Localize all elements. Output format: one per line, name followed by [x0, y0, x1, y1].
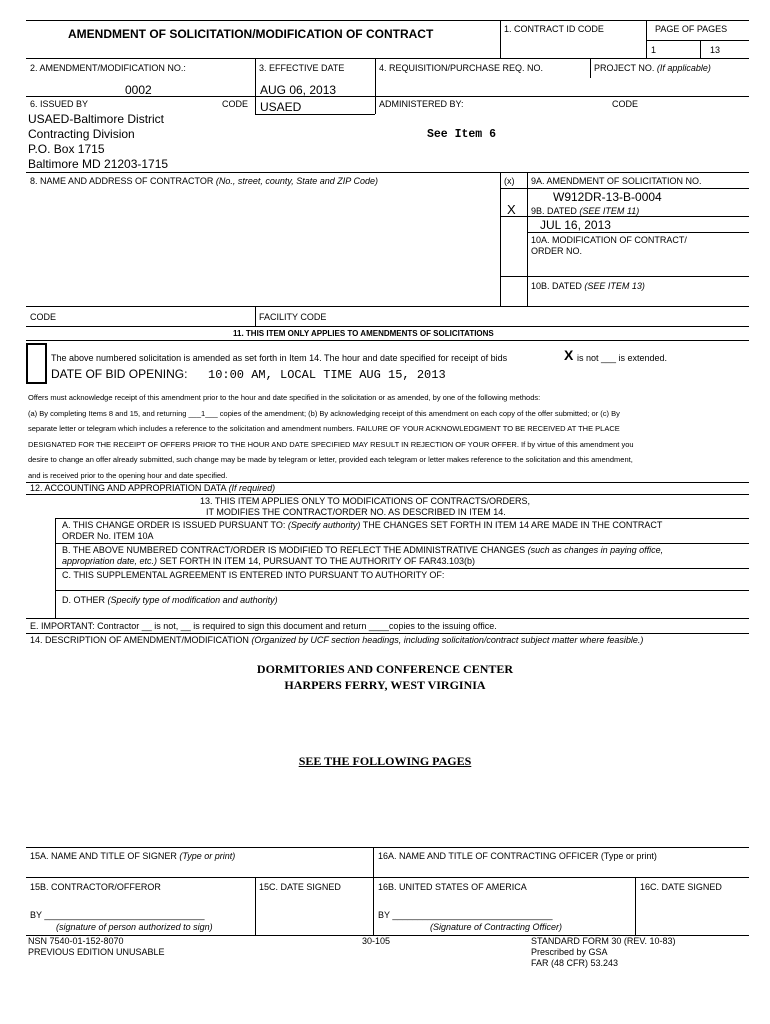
issued-by-code-value[interactable]: USAED	[260, 100, 302, 114]
item-11-heading: 11. THIS ITEM ONLY APPLIES TO AMENDMENTS OF SOLICITATIONS	[233, 329, 494, 338]
item-13a-text	[62, 520, 662, 542]
bid-opening-label: DATE OF BID OPENING:	[51, 367, 188, 381]
item-13b-line-2: appropriation date, etc.) SET FORTH IN ITEM 14, PURSUANT TO THE AUTHORITY OF FAR43.103(b)	[62, 556, 475, 566]
usa-label: 16B. UNITED STATES OF AMERICA	[378, 882, 527, 892]
x-mark-9b[interactable]: X	[507, 202, 516, 217]
bid-opening-value[interactable]: 10:00 AM, LOCAL TIME AUG 15, 2013	[208, 368, 446, 382]
contractor-code-label: CODE	[30, 312, 57, 322]
instruction-line: DESIGNATED FOR THE RECEIPT OF OFFERS PRIOR TO THE HOUR AND DATE SPECIFIED MAY RESULT IN REJECTION OF YOUR OFFER. If by virtue of this amendment you	[28, 439, 634, 449]
issuer-line: P.O. Box 1715	[28, 142, 105, 156]
project-no-label: PROJECT NO. (If applicable)	[594, 63, 711, 73]
page-of-pages-label: PAGE OF PAGES	[655, 24, 728, 34]
project-name-line-1: DORMITORIES AND CONFERENCE CENTER	[256, 662, 514, 676]
item-13-heading-2: IT MODIFIES THE CONTRACT/ORDER NO. AS DESCRIBED IN ITEM 14.	[206, 507, 506, 517]
officer-date-signed-label: 16C. DATE SIGNED	[640, 882, 722, 892]
administered-by-value[interactable]: See Item 6	[427, 128, 497, 141]
requisition-no-label: 4. REQUISITION/PURCHASE REQ. NO.	[379, 63, 544, 73]
amendment-no-value[interactable]: 0002	[125, 83, 152, 97]
item-11-checkbox[interactable]	[26, 343, 47, 384]
instruction-line: and is received prior to the opening hour and date specified.	[28, 470, 228, 480]
far-reference: FAR (48 CFR) 53.243	[531, 958, 619, 968]
standard-form-label: STANDARD FORM 30 (REV. 10-83)	[531, 936, 676, 946]
facility-code-label: FACILITY CODE	[259, 312, 327, 322]
administered-code-label: CODE	[612, 99, 639, 109]
item-11-amended-text: The above numbered solicitation is amended as set forth in Item 14. The hour and date specified for receipt of bids	[51, 353, 508, 363]
effective-date-label: 3. EFFECTIVE DATE	[259, 63, 345, 73]
form-title: AMENDMENT OF SOLICITATION/MODIFICATION OF CONTRACT	[68, 27, 434, 41]
contractor-date-signed-label: 15C. DATE SIGNED	[259, 882, 341, 892]
contracting-officer-name-label: 16A. NAME AND TITLE OF CONTRACTING OFFICER (Type or print)	[378, 851, 657, 861]
issuer-line: Baltimore MD 21203-1715	[28, 157, 169, 171]
item-12-label: 12. ACCOUNTING AND APPROPRIATION DATA (If required)	[30, 483, 276, 493]
issuer-address[interactable]	[28, 112, 168, 172]
contractor-label: 8. NAME AND ADDRESS OF CONTRACTOR (No., street, county, State and ZIP Code)	[30, 176, 378, 186]
instruction-line: Offers must acknowledge receipt of this amendment prior to the hour and date specified in the solicitation or as amended, by one of the following methods:	[28, 393, 541, 402]
item-13b-line-1: B. THE ABOVE NUMBERED CONTRACT/ORDER IS MODIFIED TO REFLECT THE ADMINISTRATIVE CHANGES (such as changes in paying office,	[62, 545, 664, 555]
instruction-line: desire to change an offer already submitted, such change may be made by telegram or letter, provided each telegram or letter makes reference to the solicitation and this amendment,	[28, 455, 633, 464]
project-name-line-2: HARPERS FERRY, WEST VIRGINIA	[284, 678, 486, 692]
total-pages: 13	[710, 45, 721, 55]
contract-id-code-label: 1. CONTRACT ID CODE	[504, 24, 604, 34]
item-e-important: E. IMPORTANT: Contractor __ is not, __ is required to sign this document and return ____copies to the issuing office.	[30, 621, 497, 631]
amendment-no-label: 2. AMENDMENT/MODIFICATION NO.:	[30, 63, 186, 73]
amendment-solicitation-label: 9A. AMENDMENT OF SOLICITATION NO.	[531, 176, 702, 186]
officer-signature-caption: (Signature of Contracting Officer)	[430, 922, 563, 932]
previous-edition-note: PREVIOUS EDITION UNUSABLE	[28, 947, 165, 957]
item-13c-text: C. THIS SUPPLEMENTAL AGREEMENT IS ENTERED INTO PURSUANT TO AUTHORITY OF:	[62, 570, 445, 580]
contractor-signature-line[interactable]: BY ________________________________	[30, 910, 205, 920]
issuer-line: USAED-Baltimore District	[28, 112, 165, 126]
prescribed-by-label: Prescribed by GSA	[531, 947, 608, 957]
item-11-extension-text: is not ___ is extended.	[577, 353, 668, 363]
item-13d-text: D. OTHER (Specify type of modification and authority)	[62, 595, 278, 605]
contractor-offeror-label: 15B. CONTRACTOR/OFFEROR	[30, 882, 161, 892]
dated-9b-label: 9B. DATED (SEE ITEM 11)	[531, 206, 640, 216]
item-11-instructions	[28, 390, 634, 483]
item-13a-line-2: ORDER No. ITEM 10A	[62, 531, 154, 541]
dated-10b-label: 10B. DATED (SEE ITEM 13)	[531, 281, 645, 291]
nsn-number: NSN 7540-01-152-8070	[28, 936, 124, 946]
solicitation-no-value[interactable]: W912DR-13-B-0004	[553, 190, 662, 204]
item-13a-line-1: A. THIS CHANGE ORDER IS ISSUED PURSUANT TO: (Specify authority) THE CHANGES SET FORTH IN ITEM 14 ARE MADE IN THE CONTRACT	[62, 520, 663, 530]
administered-by-label: ADMINISTERED BY:	[379, 99, 464, 109]
item-11-x-mark[interactable]: X	[564, 347, 574, 363]
signer-name-label: 15A. NAME AND TITLE OF SIGNER (Type or print)	[30, 851, 236, 861]
item-14-label: 14. DESCRIPTION OF AMENDMENT/MODIFICATION (Organized by UCF section headings, including solicitation/contract subject matter where feasible.)	[30, 635, 644, 645]
x-column-header: (x)	[504, 176, 515, 186]
contractor-signature-caption: (signature of person authorized to sign)	[56, 922, 213, 932]
issued-by-label: 6. ISSUED BY	[30, 99, 89, 109]
form-code: 30-105	[362, 936, 391, 946]
instruction-line: separate letter or telegram which includes a reference to the solicitation and amendment numbers. FAILURE OF YOUR ACKNOWLEDGMENT TO BE RECEIVED AT THE PLACE	[28, 424, 620, 433]
modification-contract-label	[531, 235, 687, 257]
dated-9b-value[interactable]: JUL 16, 2013	[540, 218, 611, 232]
issued-by-code-label: CODE	[222, 99, 249, 109]
page-number: 1	[651, 45, 657, 55]
item-13-heading-1: 13. THIS ITEM APPLIES ONLY TO MODIFICATIONS OF CONTRACTS/ORDERS,	[200, 496, 531, 506]
instruction-line: (a) By completing Items 8 and 15, and returning ___1___ copies of the amendment; (b) By acknowledging receipt of this amendment on each copy of the offer submitted; or (c) By	[28, 408, 620, 418]
modification-contract-label-line: ORDER NO.	[531, 246, 583, 256]
item-13b-text	[62, 545, 663, 567]
issuer-line: Contracting Division	[28, 127, 135, 141]
see-following-pages: SEE THE FOLLOWING PAGES	[298, 754, 472, 768]
effective-date-value[interactable]: AUG 06, 2013	[260, 83, 337, 97]
modification-contract-label-line: 10A. MODIFICATION OF CONTRACT/	[531, 235, 687, 245]
officer-signature-line[interactable]: BY ________________________________	[378, 910, 553, 920]
